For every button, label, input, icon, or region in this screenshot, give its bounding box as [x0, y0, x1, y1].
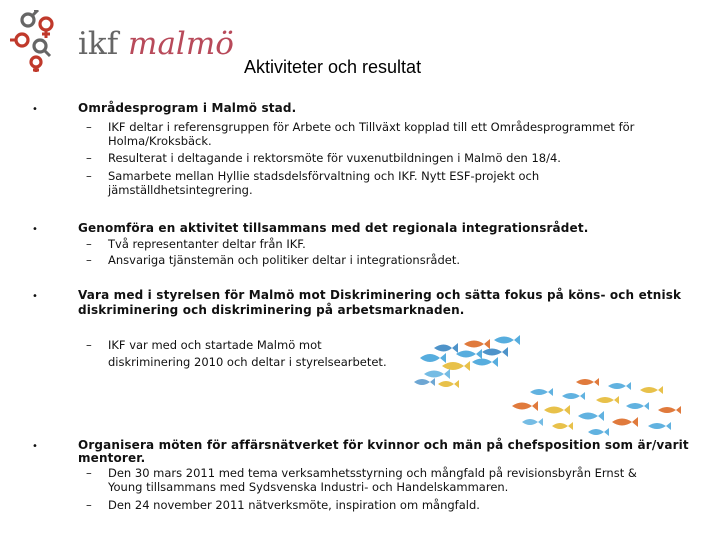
dash: – [86, 120, 92, 134]
bullet-3-text-line-2: diskriminering och diskriminering på arbetsmarknaden. [78, 303, 465, 317]
page-title: Aktiviteter och resultat [244, 57, 422, 77]
gender-symbols-icon [10, 10, 70, 72]
bullet-dot: • [32, 291, 38, 302]
fish-group-blue [414, 335, 520, 388]
logo-ikf: ikf [78, 26, 119, 62]
fish-school-illustration [412, 330, 692, 440]
ikf-malmo-logo [10, 10, 234, 72]
logo-malmo: malmö [128, 26, 234, 62]
bullet-4-text-line-1: Organisera möten för affärsnätverket för kvinnor och män på chefsposition som är/varit [78, 438, 689, 452]
bullet-4-text-line-2: mentorer. [78, 451, 146, 465]
bullet-dot: • [32, 224, 38, 235]
bullet-3-text-line-1: Vara med i styrelsen för Malmö mot Diskriminering och sätta fokus på köns- och etnisk [78, 288, 682, 302]
bullet-dot: • [32, 441, 38, 452]
bullet-dot: • [32, 104, 38, 115]
logo-wordmark [78, 26, 234, 62]
bullet-2-text: Genomföra en aktivitet tillsammans med det regionala integrationsrådet. [78, 221, 589, 235]
bullet-1-text: Områdesprogram i Malmö stad. [78, 101, 297, 115]
fish-group-mixed [512, 378, 681, 436]
